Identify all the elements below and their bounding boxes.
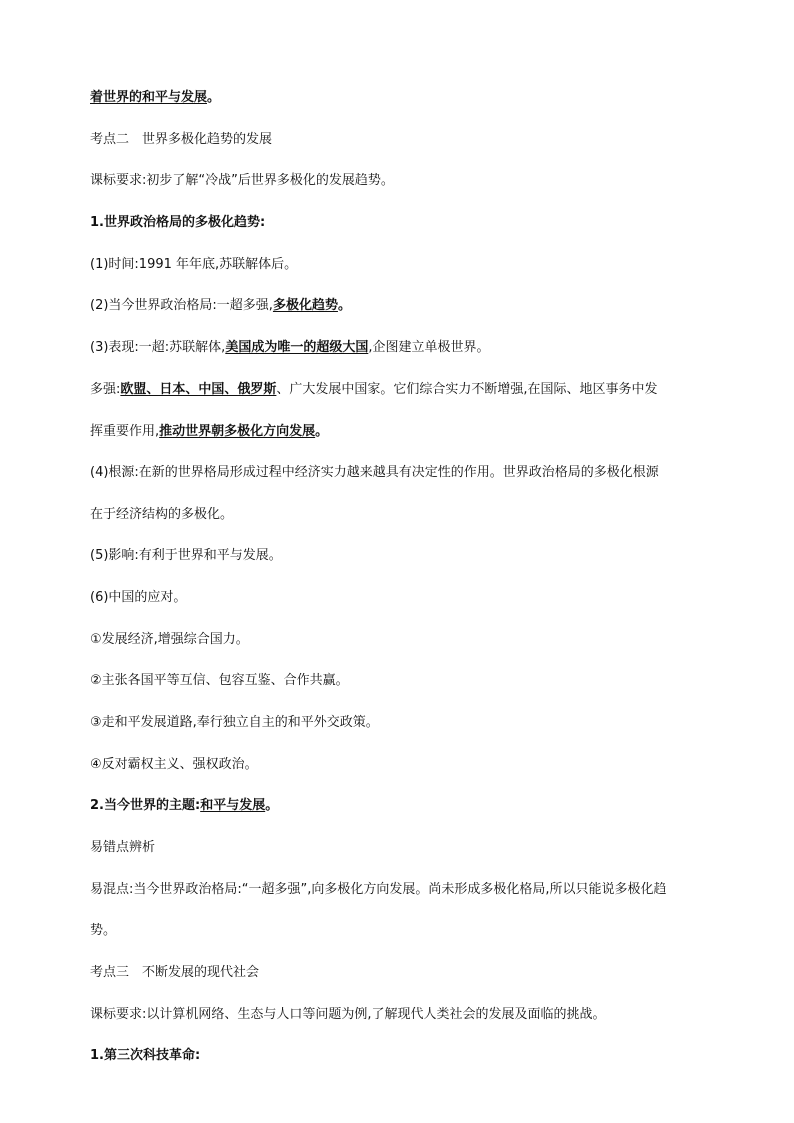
text-span: (2)当今世界政治格局:一超多强, [90,298,273,313]
error-analysis-heading: 易错点辨析 [90,840,156,855]
text-span: 。 [315,424,329,439]
list-item-3: ③走和平发展道路,奉行独立自主的和平外交政策。 [90,715,379,730]
list-item-1: ①发展经济,增强综合国力。 [90,632,249,647]
text-span: 2.当今世界的主题: [90,798,201,813]
text-line-1 [90,89,710,107]
text-span: (3)表现:一超:苏联解体, [90,340,226,355]
curriculum-requirement-3: 课标要求:以计算机网络、生态与人口等问题为例,了解现代人类社会的发展及面临的挑战。 [90,1007,606,1022]
subheading-theme [90,797,710,815]
text-line-root-cause: (4)根源:在新的世界格局形成过程中经济实力越来越具有决定性的作用。世界政治格局的多极化根源 [90,465,659,480]
text-line-root-cause-cont: 在于经济结构的多极化。 [90,507,234,522]
list-item-2: ②主张各国平等互信、包容互鉴、合作共赢。 [90,673,349,688]
text-span: 。 [265,798,279,813]
text-span: 挥重要作用, [90,424,160,439]
emphasis-text: 推动世界朝多极化方向发展 [159,424,316,439]
text-line-china-response: (6)中国的应对。 [90,590,187,605]
text-line-multi-powers [90,381,710,399]
section-heading-3: 考点三 不断发展的现代社会 [90,965,260,980]
text-line-impact: (5)影响:有利于世界和平与发展。 [90,548,282,563]
text-line-confusion: 易混点:当今世界政治格局:“一超多强”,向多极化方向发展。尚未形成多极化格局,所以只能说多极化趋 [90,882,667,897]
section-heading-2: 考点二 世界多极化趋势的发展 [90,132,273,147]
text-span: ,企图建立单极世界。 [368,340,490,355]
text-line-confusion-cont: 势。 [90,923,117,938]
emphasis-text: 美国成为唯一的超级大国 [225,340,369,355]
emphasis-text: 多极化趋势 [272,298,338,313]
list-item-4: ④反对霸权主义、强权政治。 [90,757,258,772]
text-line-time: (1)时间:1991 年年底,苏联解体后。 [90,257,298,272]
text-line-manifestation [90,339,710,357]
text-span: 。 [207,90,221,105]
text-span: 多强: [90,382,121,397]
emphasis-text: 和平与发展 [200,798,266,813]
emphasis-text: 欧盟、日本、中国、俄罗斯 [120,382,277,397]
text-line-pattern [90,297,710,315]
subheading-tech-revolution: 1.第三次科技革命: [90,1048,201,1063]
curriculum-requirement-2: 课标要求:初步了解“冷战”后世界多极化的发展趋势。 [90,173,394,188]
text-span: 、广大发展中国家。它们综合实力不断增强,在国际、地区事务中发 [276,382,658,397]
emphasis-text: 着世界的和平与发展 [90,90,208,105]
text-span: 。 [337,298,351,313]
subheading-multipolarization: 1.世界政治格局的多极化趋势: [90,215,266,230]
text-line-role [90,423,710,441]
